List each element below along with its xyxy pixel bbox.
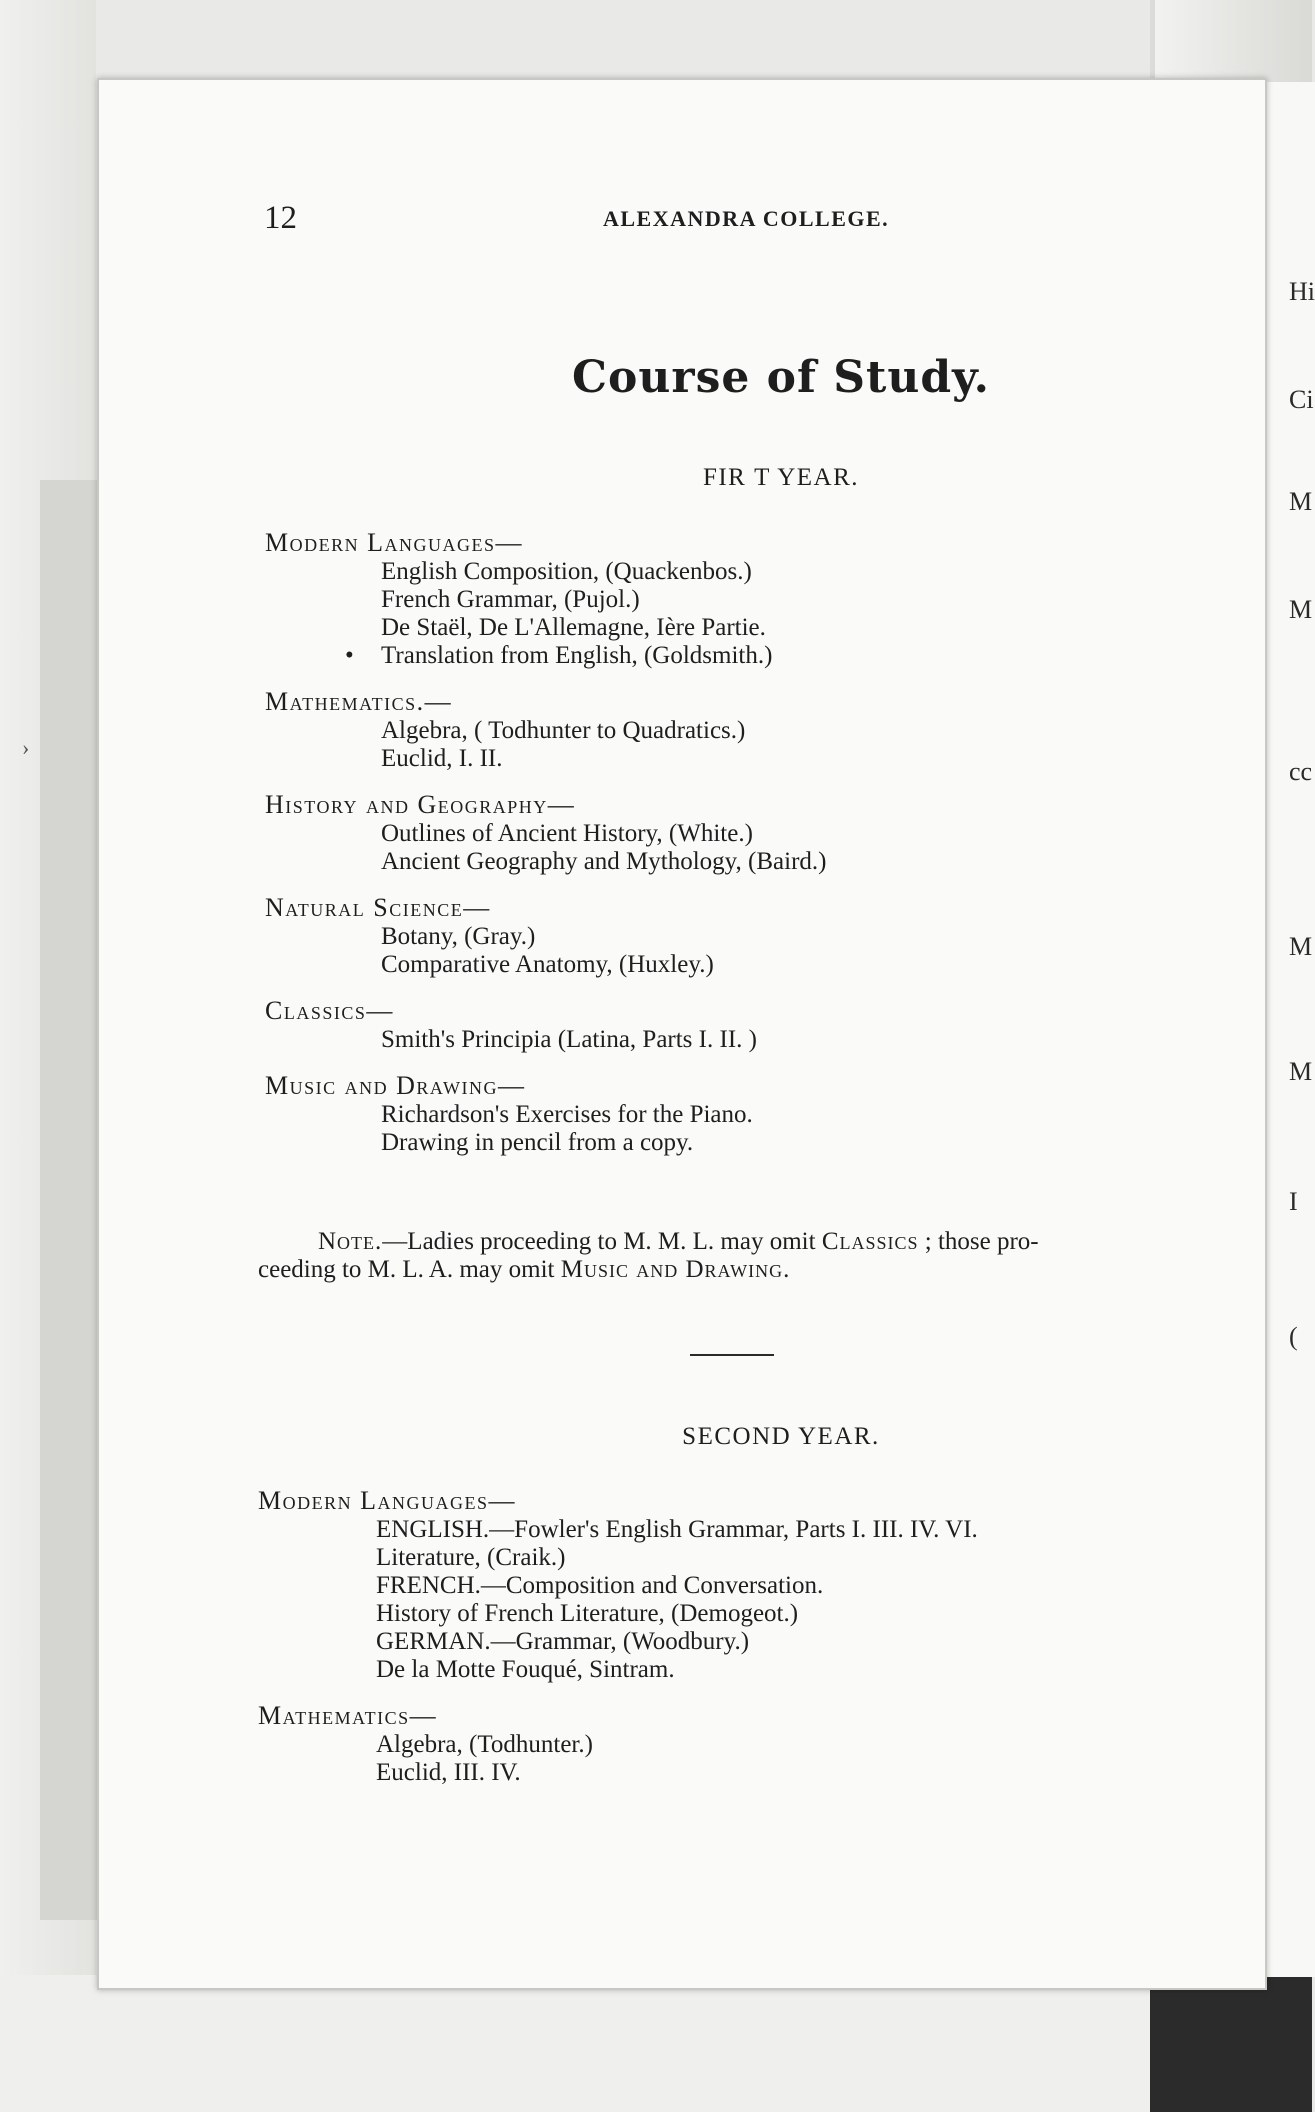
subject-block: [265, 1071, 1245, 1157]
second-year-heading: SECOND YEAR.: [682, 1423, 880, 1450]
subject-name: Mathematics—: [258, 1701, 438, 1730]
subject-block: [258, 1486, 1238, 1684]
note-paragraph: [258, 1228, 1238, 1284]
subject-name: Natural Science—: [265, 893, 491, 922]
subject-block: [265, 996, 1245, 1054]
course-item: [265, 642, 1245, 670]
page-title: Course of Study.: [572, 352, 990, 403]
next-page-fragment: M: [1289, 1057, 1313, 1086]
course-item: French Grammar, (Pujol.): [381, 586, 640, 613]
course-item: Algebra, ( Todhunter to Quadratics.): [381, 717, 746, 744]
next-page-fragment: (: [1289, 1322, 1298, 1351]
course-item: Drawing in pencil from a copy.: [381, 1129, 694, 1156]
course-item: History of French Literature, (Demogeot.): [376, 1600, 799, 1627]
course-item: English Composition, (Quackenbos.): [381, 558, 752, 585]
subject-name: Mathematics.—: [265, 687, 453, 716]
course-item: ENGLISH.—Fowler's English Grammar, Parts I. III. IV. VI.: [376, 1516, 978, 1543]
course-item: Euclid, III. IV.: [376, 1759, 521, 1786]
next-page-fragment: I: [1289, 1187, 1298, 1216]
next-page-fragment: M: [1289, 932, 1313, 961]
bullet-mark: •: [345, 642, 354, 669]
course-item-text: Translation from English, (Goldsmith.): [381, 642, 773, 669]
course-item: De Staël, De L'Allemagne, Ière Partie.: [381, 614, 766, 641]
second-year-subjects: [258, 1486, 1238, 1804]
course-item: Euclid, I. II.: [381, 745, 503, 772]
scan-shadow-left: [40, 480, 98, 1920]
note-line: [258, 1256, 1238, 1284]
course-item: Smith's Principia (Latina, Parts I. II. ): [381, 1026, 757, 1053]
note-line: [258, 1228, 1238, 1256]
subject-block: [265, 528, 1245, 670]
subject-name: Classics—: [265, 996, 394, 1025]
section-divider: [690, 1354, 774, 1356]
next-page-fragment: M: [1289, 487, 1313, 516]
scan-mark: ›: [22, 735, 30, 760]
running-head: [0, 200, 1312, 240]
subject-name: Modern Languages—: [258, 1486, 516, 1515]
subject-name: Music and Drawing—: [265, 1071, 526, 1100]
running-title: ALEXANDRA COLLEGE.: [603, 206, 890, 231]
next-page-fragment: Ci: [1289, 385, 1314, 414]
note-classics: Classics: [821, 1228, 919, 1255]
course-item: Richardson's Exercises for the Piano.: [381, 1101, 753, 1128]
course-item: Ancient Geography and Mythology, (Baird.): [381, 848, 827, 875]
scan-background-bottom: [0, 1975, 1312, 2112]
subject-block: [258, 1701, 1238, 1787]
course-item: Botany, (Gray.): [381, 923, 536, 950]
first-year-heading: FIR T YEAR.: [702, 464, 860, 491]
course-item: FRENCH.—Composition and Conversation.: [376, 1572, 824, 1599]
subject-block: [265, 893, 1245, 979]
next-page-fragment: cc: [1289, 757, 1313, 786]
next-page-fragment: M: [1289, 595, 1313, 624]
subject-block: [265, 687, 1245, 773]
first-year-subjects: [265, 528, 1245, 1174]
course-item: Outlines of Ancient History, (White.): [381, 820, 753, 847]
note-label: Note.: [318, 1228, 383, 1255]
subject-name: History and Geography—: [265, 790, 576, 819]
note-text: —Ladies proceeding to M. M. L. may omit: [382, 1228, 822, 1255]
course-item: Algebra, (Todhunter.): [376, 1731, 593, 1758]
course-item: Literature, (Craik.): [376, 1544, 566, 1571]
course-item: De la Motte Fouqué, Sintram.: [376, 1656, 675, 1683]
subject-name: Modern Languages—: [265, 528, 523, 557]
note-text: ; those pro-: [918, 1228, 1039, 1255]
next-page-fragment: Hi: [1289, 277, 1315, 306]
course-item: GERMAN.—Grammar, (Woodbury.): [376, 1628, 750, 1655]
course-item: Comparative Anatomy, (Huxley.): [381, 951, 714, 978]
note-text: ceeding to M. L. A. may omit: [258, 1256, 561, 1283]
subject-block: [265, 790, 1245, 876]
page-number: 12: [264, 200, 297, 236]
note-music: Music and Drawing.: [560, 1256, 791, 1283]
